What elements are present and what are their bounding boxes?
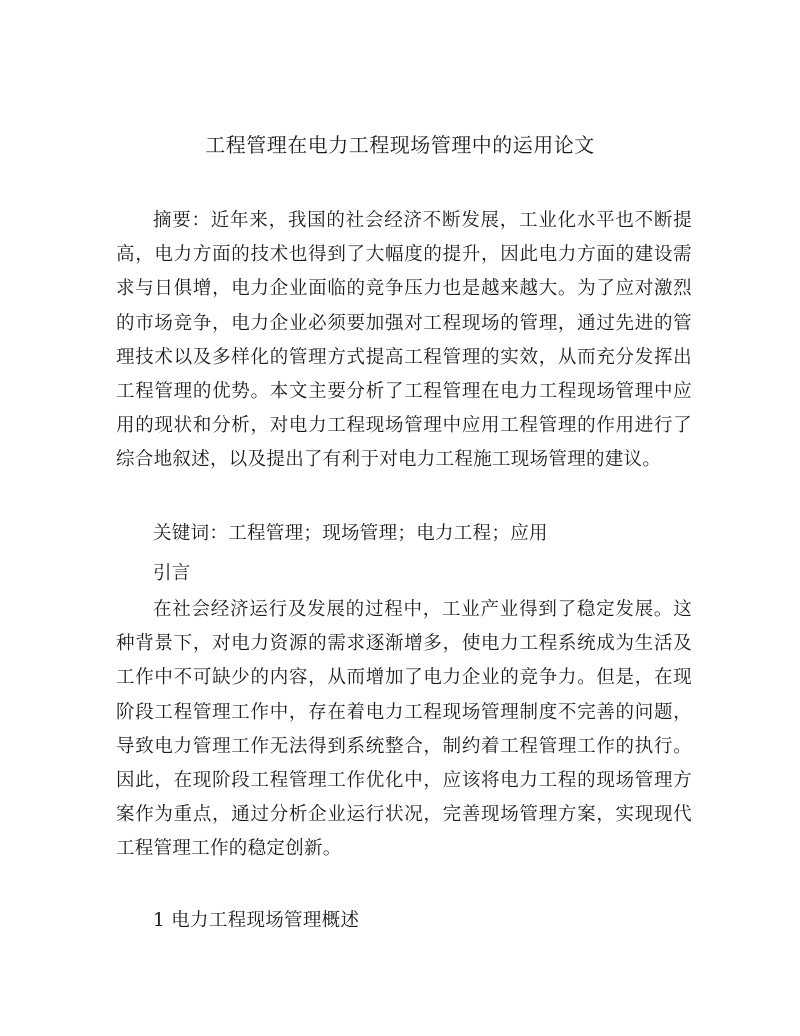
intro-paragraph: 在社会经济运行及发展的过程中，工业产业得到了稳定发展。这种背景下，对电力资源的需求逐渐增多，使电力工程系统成为生活及工作中不可缺少的内容，从而增加了电力企业的竞争力。但是，在现阶段工程管理工作中，存在着电力工程现场管理制度不完善的问题，导致电力管理工作无法得到系统整合，制约着工程管理工作的执行。因此，在现阶段工程管理工作优化中，应该将电力工程的现场管理方案作为重点，通过分析企业运行状况，完善现场管理方案，实现现代工程管理工作的稳定创新。	[116, 599, 692, 860]
keywords-line: 关键词：工程管理；现场管理；电力工程；应用	[153, 523, 548, 544]
paper-title: 工程管理在电力工程现场管理中的运用论文	[205, 133, 595, 157]
abstract-paragraph: 摘要：近年来，我国的社会经济不断发展，工业化水平也不断提高，电力方面的技术也得到了大幅度的提升，因此电力方面的建设需求与日俱增，电力企业面临的竞争压力也是越来越大。为了应对激烈的市场竞争，电力企业必须要加强对工程现场的管理，通过先进的管理技术以及多样化的管理方式提高工程管理的实效，从而充分发挥出工程管理的优势。本文主要分析了工程管理在电力工程现场管理中应用的现状和分析，对电力工程现场管理中应用工程管理的作用进行了综合地叙述，以及提出了有利于对电力工程施工现场管理的建议。	[116, 210, 692, 471]
intro-heading: 引言	[153, 563, 191, 584]
section-heading: 1 电力工程现场管理概述	[153, 910, 360, 931]
